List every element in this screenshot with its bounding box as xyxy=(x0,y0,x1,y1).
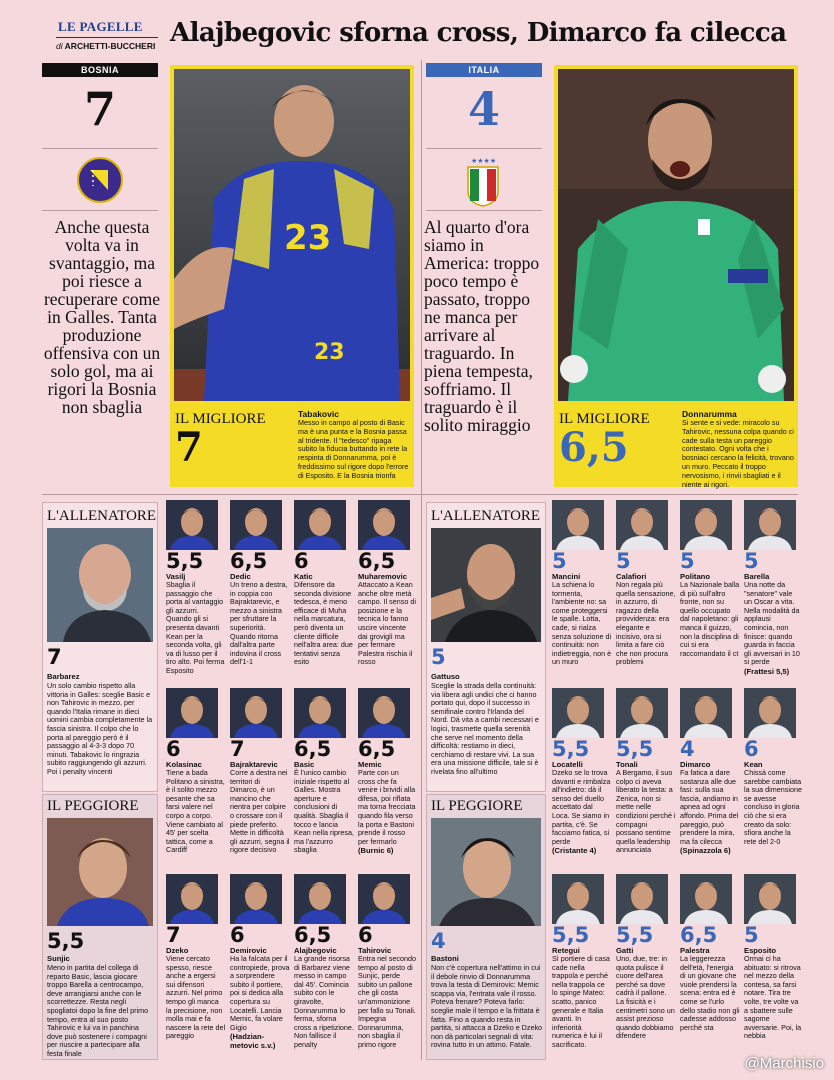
player-headshot-icon xyxy=(294,688,346,738)
best-name-bosnia: Tabakovic xyxy=(298,409,339,419)
player-text: Una notte da "senatore" vale un Oscar a vita. Nella modalità da applausi comincia, non finisce: quando guarda in faccia gli avversari in 10 si perde xyxy=(744,580,800,667)
player-text: Tiene a bada Politano a sinistra, è il solito mezzo pesante che sa farsi valere nel corpo a corpo. Viene cambiato al 45' per scelta tattica, come a Cardiff xyxy=(166,768,225,855)
player-vote: 6 xyxy=(166,737,181,761)
player-vote: 6 xyxy=(230,923,245,947)
player-headshot-icon xyxy=(294,874,346,924)
player-name: Locatelli xyxy=(552,760,583,769)
player-sub: (Frattesi 5,5) xyxy=(744,666,790,676)
player-headshot-icon xyxy=(552,688,604,738)
worst-photo-bosnia xyxy=(47,818,153,926)
divider xyxy=(426,210,542,211)
player-headshot-icon xyxy=(166,688,218,738)
player-vote: 5 xyxy=(552,549,567,573)
player-headshot-icon xyxy=(552,874,604,924)
player-vote: 6 xyxy=(358,923,373,947)
player-photo xyxy=(166,500,218,550)
player-card xyxy=(680,688,740,855)
player-vote: 4 xyxy=(680,737,695,761)
player-name: Retegui xyxy=(552,946,580,955)
player-text: Fa fatica a dare sostanza alle due fasi: sulla sua fascia, andiamo in apnea ad ogni affondo. Prima del pareggio, può prendere la mira, ma fa cilecca xyxy=(680,768,739,846)
player-name: Bajraktarevic xyxy=(230,760,278,769)
best-vote-bosnia: 7 xyxy=(175,424,203,471)
player-text: Chissà come sarebbe cambiata la sua dimensione se avesse concluso in gloria ciò che si era creato da solo: sfiora anche la rete del 2-0 xyxy=(744,768,802,846)
player-card xyxy=(294,874,354,1050)
player-headshot-icon xyxy=(166,500,218,550)
player-vote: 5 xyxy=(616,549,631,573)
player-photo xyxy=(744,874,796,924)
player-headshot-icon xyxy=(358,688,410,738)
player-sub: (Spinazzola 6) xyxy=(680,846,731,856)
player-photo xyxy=(552,500,604,550)
player-photo xyxy=(358,688,410,738)
svg-text:23: 23 xyxy=(314,340,345,365)
player-text: La schiena lo tormenta, l'ambiente no: sa come proteggersi le spalle. Lotta, cade, si rialza senza soluzione di continuità: non indietreggia, non è un muro xyxy=(552,580,612,667)
worst-name-bosnia: Sunjic xyxy=(47,954,70,963)
player-card xyxy=(552,688,612,855)
player-grid-italia xyxy=(552,500,802,1060)
svg-text:★★★★: ★★★★ xyxy=(471,158,497,165)
player-card xyxy=(616,500,676,667)
player-name: Alajbegovic xyxy=(294,946,337,955)
player-photo xyxy=(616,500,668,550)
player-text: È l'unico cambio iniziale rispetto al Galles. Mostra aperture e conclusioni di qualità. Sbaglia il tocco e lancia Kean nella ripresa, ma l'azzurro sbaglia xyxy=(294,768,354,855)
player-sub: (Hadzian-metovic s.v.) xyxy=(230,1032,276,1051)
player-vote: 5,5 xyxy=(616,737,654,761)
team-bar-bosnia: BOSNIA xyxy=(42,63,158,77)
player-text: Difensore da seconda divisione tedesca, è meno efficace di Muha nella marcatura, però diventa un cliente difficile nell'altra area: due tentativi senza esito xyxy=(294,580,353,667)
player-vote: 6,5 xyxy=(294,923,332,947)
byline-names: ARCHETTI-BUCCHERI xyxy=(64,41,156,51)
player-headshot-icon xyxy=(294,500,346,550)
player-text: Uno, due, tre: in quota pulisce il cuore dell'area perché sa dove cadrà il pallone. La fisicità e i centimetri sono un assist prezioso quando dobbiamo difendere xyxy=(616,954,675,1041)
coach-text-bosnia: Un solo cambio rispetto alla vittoria in Galles: sceglie Basic e non Tahirovic in mezzo, per quando l'Italia rimane in dieci uomini cambia completamente la fascia sinistra. Il colpo che lo porta al pareggio però è il passaggio al 4-3-3 dopo 70 minuti. Tabakovic lo ringrazia subito raggiungendo gli azzurri. Poi i penalty vincenti xyxy=(47,681,153,776)
player-photo xyxy=(230,688,282,738)
player-text: La grande risorsa di Barbarez viene messo in campo dal 45'. Comincia subito con le giravolte, Donnarumma lo ferma, sforna cross a ripetizione. Non fallisce il penalty xyxy=(294,954,354,1049)
player-name: Calafiori xyxy=(616,572,647,581)
player-card xyxy=(358,500,416,667)
worst-vote-bosnia: 5,5 xyxy=(47,929,85,953)
player-card xyxy=(166,500,226,676)
player-photo xyxy=(680,874,732,924)
player-photo xyxy=(616,688,668,738)
player-name: Tahirovic xyxy=(358,946,392,955)
player-vote: 6,5 xyxy=(230,549,268,573)
masthead-rule xyxy=(56,37,158,38)
player-photo xyxy=(166,874,218,924)
team-vote-italia: 4 xyxy=(467,82,500,136)
player-name: Barella xyxy=(744,572,770,581)
player-vote: 5 xyxy=(744,549,759,573)
player-headshot-icon xyxy=(744,500,796,550)
player-photo xyxy=(744,688,796,738)
player-vote: 5 xyxy=(744,923,759,947)
worst-vote-italia: 4 xyxy=(431,929,446,953)
player-vote: 6 xyxy=(744,737,759,761)
player-card xyxy=(744,500,802,676)
player-text: Dzeko se lo trova davanti e rimbalza all'indietro: dà il senso del duello accettato dal Loca. Se siamo in partita, c'è. Se facciamo fatica, si perde xyxy=(552,768,611,846)
player-name: Gatti xyxy=(616,946,634,955)
player-text: Ormai ci ha abituato: si ritrova nel mezzo della contesa, sa farsi notare. Tira tre volte, tre volte va a sbattere sulle sagome avversarie. Poi, la nebbia xyxy=(744,954,802,1041)
player-headshot-icon xyxy=(744,874,796,924)
worst-text-bosnia: Meno in partita del collega di reparto Basic, lascia giocare troppo Barella a centrocampo, deve arrangiarsi anche con le scorrettezze. Resta negli spogliatoi dopo la fine del primo tempo, entra al suo posto Tahirovic e lui va in panchina dove può sostenere i compagni per riuscire a partecipare alla festa finale xyxy=(47,963,149,1058)
worst-photo-italia xyxy=(431,818,541,926)
player-headshot-icon xyxy=(230,500,282,550)
player-photo xyxy=(680,500,732,550)
best-name-italia: Donnarumma xyxy=(682,409,737,419)
italy-federation-logo xyxy=(466,155,500,207)
player-card xyxy=(230,500,290,667)
player-vote: 5,5 xyxy=(616,923,654,947)
player-card xyxy=(358,688,416,855)
player-card xyxy=(166,874,226,1041)
player-name: Politano xyxy=(680,572,710,581)
player-photo xyxy=(552,688,604,738)
coach-name-italia: Gattuso xyxy=(431,672,460,681)
player-vote: 6,5 xyxy=(294,737,332,761)
player-text: A Bergamo, il suo colpo ci aveva liberato la testa: a Zenica, non si mette nelle condizioni perché i compagni possano sentirne quella leadership annunciata xyxy=(616,768,676,855)
player-card xyxy=(744,874,802,1041)
player-headshot-icon xyxy=(616,874,668,924)
player-name: Vasilj xyxy=(166,572,186,581)
player-headshot-icon xyxy=(616,500,668,550)
player-text: Corre a destra nei territori di Dimarco, è un mancino che rientra per colpire o crossare con il piede preferito. Mette in difficoltà gli azzurri, segna il rigore decisivo xyxy=(230,768,290,855)
player-text: La leggerezza dell'età, l'energia di un giovane che vuole prendersi la scena: entra ed è come se l'urlo dello stadio non gli cadesse addosso perché sta xyxy=(680,954,740,1032)
player-text: Ha la falcata per il contropiede, prova a sorprendere subito il portiere, poi si dedica alla copertura su Locatelli. Lancia Memic, fa volare Gigio xyxy=(230,954,290,1032)
player-photo xyxy=(294,874,346,924)
player-text: Non regala più quella sensazione, in azzurro, di ragazzo della provvidenza: era elegante e incisivo, ora si limita a fare ciò che non procura problemi xyxy=(616,580,676,667)
coach-label-bosnia: L'ALLENATORE xyxy=(47,508,157,524)
coach-vote-bosnia: 7 xyxy=(47,645,62,669)
player-vote: 6,5 xyxy=(358,549,396,573)
player-name: Katic xyxy=(294,572,313,581)
player-name: Esposito xyxy=(744,946,777,955)
player-headshot-icon xyxy=(616,688,668,738)
player-card xyxy=(616,874,676,1041)
player-name: Dzeko xyxy=(166,946,189,955)
player-headshot-icon xyxy=(230,688,282,738)
coach-vote-italia: 5 xyxy=(431,645,446,669)
player-sub: (Cristante 4) xyxy=(552,846,597,856)
player-name: Dimarco xyxy=(680,760,711,769)
player-photo xyxy=(680,688,732,738)
player-name: Kean xyxy=(744,760,763,769)
player-card xyxy=(680,874,740,1032)
player-text: La Nazionale balla di più sull'altro fronte, non su quello occupato dal napoletano: gli manca il guizzo, non la disciplina di cui si era raccomandato il ct xyxy=(680,580,740,658)
player-card xyxy=(616,688,676,855)
player-card xyxy=(166,688,226,855)
player-name: Muharemovic xyxy=(358,572,407,581)
player-headshot-icon xyxy=(744,688,796,738)
player-photo xyxy=(552,874,604,924)
player-photo xyxy=(230,874,282,924)
byline xyxy=(56,41,155,51)
worst-label-italia: IL PEGGIORE xyxy=(431,798,523,814)
player-headshot-icon xyxy=(680,688,732,738)
player-name: Demirovic xyxy=(230,946,267,955)
player-vote: 6,5 xyxy=(680,923,718,947)
player-card xyxy=(230,688,290,855)
player-text: Entra nel secondo tempo al posto di Sunjic, perde subito un pallone che gli costa un'ammonizione per fallo su Tonali. Impegna Donnarumma, non sbaglia il primo rigore xyxy=(358,954,416,1049)
player-vote: 5,5 xyxy=(552,737,590,761)
player-text: Viene cercato spesso, riesce anche a ergersi sui difensori azzurri. Nel primo tempo gli manca la precisione, non molla mai e fa nascere la rete del pareggio xyxy=(166,954,226,1041)
player-vote: 5,5 xyxy=(552,923,590,947)
player-card xyxy=(230,874,290,1050)
player-text: Sì portiere di casa cade nella trappola e perché nella trappola ce lo spinge Mateo: scatto, panico generale e Italia avanti. In inferiorità numerica è lui il sacrificato. xyxy=(552,954,610,1049)
player-name: Basic xyxy=(294,760,315,769)
player-headshot-icon xyxy=(358,500,410,550)
player-name: Mancini xyxy=(552,572,581,581)
section-title: LE PAGELLE xyxy=(58,19,143,34)
player-vote: 5,5 xyxy=(166,549,204,573)
player-headshot-icon xyxy=(166,874,218,924)
best-player-photo-bosnia xyxy=(170,65,414,405)
player-card xyxy=(680,500,740,658)
player-vote: 7 xyxy=(166,923,181,947)
player-text: Sbaglia il passaggio che porta al vantaggio gli azzurri. Quando gli si presenta davanti Kean per la seconda volta, gli va di lusso per il tiro alto. Poi ferma Esposito xyxy=(166,580,225,675)
player-text: Attaccato a Kean anche oltre metà campo. Il senso di posizione e la tecnica lo fanno uscire vincente dai groviglì ma per fermare Palestra rischia il rosso xyxy=(358,580,416,667)
player-headshot-icon xyxy=(680,500,732,550)
best-vote-italia: 6,5 xyxy=(559,424,629,471)
player-card xyxy=(552,500,612,667)
player-text: Un treno a destra, in coppia con Bajraktarevic, e mezzo a sinistra per sfruttare la superiorità. Quando ritorna dall'altra parte indovina il cross dell'1-1 xyxy=(230,580,288,667)
player-text: Parte con un cross che fa venire i brividi alla difesa, poi riflata ma torna frecciata quando fila verso la porta e Bastoni prende il rosso per fermarlo xyxy=(358,768,416,846)
column-divider xyxy=(421,60,422,1060)
byline-prefix: di xyxy=(56,41,63,51)
player-name: Dedic xyxy=(230,572,251,581)
svg-text:23: 23 xyxy=(284,218,332,258)
coach-name-bosnia: Barbarez xyxy=(47,672,80,681)
coach-photo-bosnia xyxy=(47,528,153,642)
coach-text-italia: Sceglie la strada della continuità: via libera agli undici che ci hanno portato qui, dopo il successo in semifinale contro l'Irlanda del Nord. Dà vita a cambi necessari e logici, trasmette quella serenità che serve nel momento della difficoltà: restiamo in dieci, cerchiamo di restare vivi. La sua era una missione difficile, tale si è rivelata fino all'ultimo xyxy=(431,681,539,776)
divider xyxy=(42,148,158,149)
player-vote: 5 xyxy=(680,549,695,573)
player-photo xyxy=(616,874,668,924)
player-photo xyxy=(230,500,282,550)
divider xyxy=(42,494,798,495)
player-photo xyxy=(294,688,346,738)
coach-photo-italia xyxy=(431,528,541,642)
bosnia-federation-logo xyxy=(76,156,124,204)
player-card xyxy=(358,874,416,1050)
best-label-bosnia: IL MIGLIORE xyxy=(175,411,266,427)
best-player-photo-italia xyxy=(554,65,798,405)
player-headshot-icon xyxy=(230,874,282,924)
page-headline: Alajbegovic sforna cross, Dimarco fa cilecca xyxy=(170,18,787,48)
best-text-italia: Si sente e si vede: miracolo su Tahirovic, nessuna colpa quando ci cade sulla testa un pareggio contestato. Ogni volta che i bosniaci cercano la felicità, trovano un muro. Peccato il troppo nervosismo, i rinvii sbagliati e il niente ai rigori. xyxy=(682,418,794,489)
worst-name-italia: Bastoni xyxy=(431,954,459,963)
player-headshot-icon xyxy=(680,874,732,924)
divider xyxy=(426,148,542,149)
player-sub: (Burnic 6) xyxy=(358,846,394,856)
player-card xyxy=(744,688,802,846)
divider xyxy=(42,210,158,211)
player-card xyxy=(294,688,354,855)
player-grid-bosnia xyxy=(166,500,416,1060)
player-photo xyxy=(744,500,796,550)
best-text-bosnia: Messo in campo al posto di Basic ma è una punta e la Bosnia passa al tridente. Il "tedesco" ripaga subito la fiducia buttando in rete la respinta di Donnarumma, poi è freddissimo sul rigore dopo l'errore di Esposito. E la Bosnia trionfa xyxy=(298,418,409,480)
best-label-italia: IL MIGLIORE xyxy=(559,411,650,427)
worst-label-bosnia: IL PEGGIORE xyxy=(47,798,139,814)
team-vote-bosnia: 7 xyxy=(83,82,116,136)
player-name: Palestra xyxy=(680,946,710,955)
player-name: Memic xyxy=(358,760,382,769)
worst-text-italia: Non c'è copertura nell'attimo in cui il debole rinvio di Donnarumma trova la testa di Demirovic: Memic scappa via, l'entrata vale il rosso. Poteva frenare? Poteva farlo: sceglie male il tempo e la frittata è fatta. Fino a quando resta in partita, si attacca a Dzeko e Dzeko non dà particolari segnali di vita: rovina tutto in un attimo. Fatale. xyxy=(431,963,543,1050)
player-card xyxy=(294,500,354,667)
team-comment-bosnia: Anche questa volta va in svantaggio, ma poi riesce a recuperare come in Galles. Tanta produzione offensiva con un solo gol, ma ai rigori la Bosnia non sbaglia xyxy=(43,217,161,417)
player-vote: 6 xyxy=(294,549,309,573)
watermark: @Marchisio xyxy=(744,1055,824,1072)
player-card xyxy=(552,874,612,1050)
player-vote: 6,5 xyxy=(358,737,396,761)
player-photo xyxy=(166,688,218,738)
player-headshot-icon xyxy=(552,500,604,550)
player-photo xyxy=(358,874,410,924)
coach-label-italia: L'ALLENATORE xyxy=(431,508,541,524)
player-photo xyxy=(294,500,346,550)
player-name: Kolasinac xyxy=(166,760,202,769)
team-comment-italia: Al quarto d'ora siamo in America: troppo poco tempo è passato, troppo ne manca per arrivare al traguardo. In piena tempesta, soffriamo. Il traguardo è il solito miraggio xyxy=(424,217,540,435)
player-photo xyxy=(358,500,410,550)
player-name: Tonali xyxy=(616,760,638,769)
player-vote: 7 xyxy=(230,737,245,761)
player-headshot-icon xyxy=(358,874,410,924)
team-bar-italia: ITALIA xyxy=(426,63,542,77)
